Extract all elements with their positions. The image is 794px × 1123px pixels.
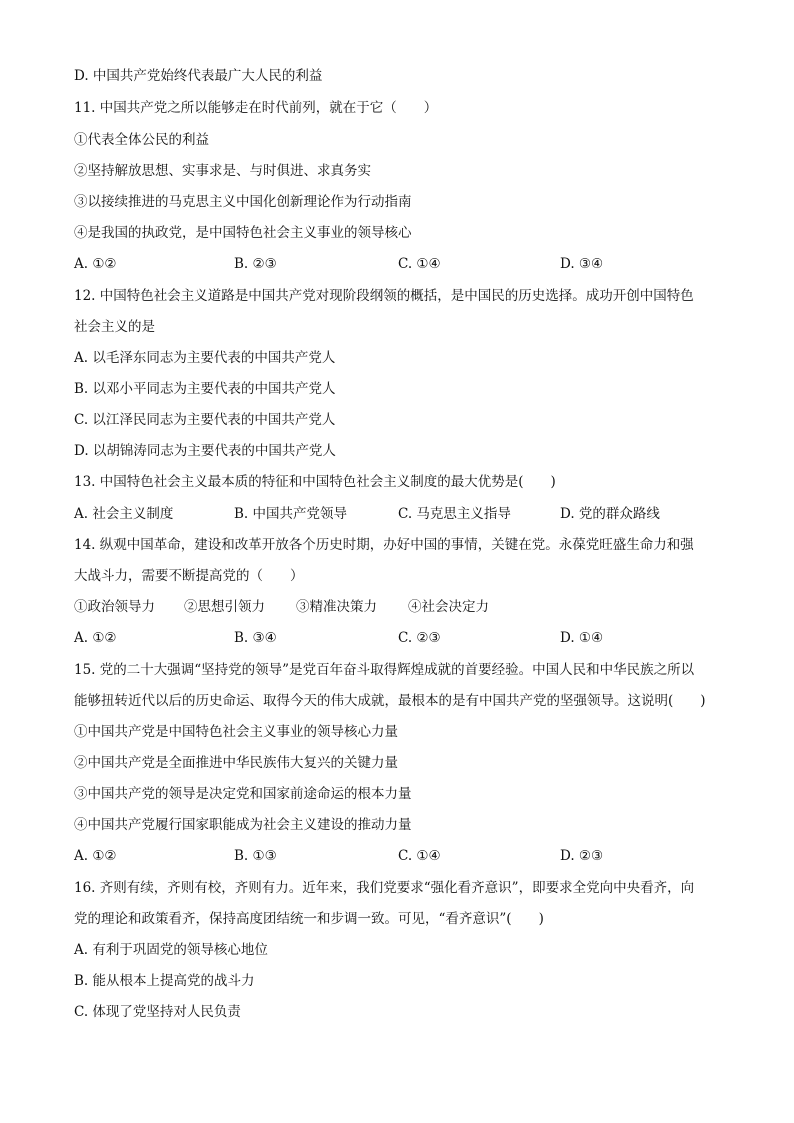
q15-stem-line-2: 能够扭转近代以后的历史命运、取得今天的伟大成就，最根本的是有中国共产党的坚强领导。这说明( ) (74, 693, 706, 709)
q14-stem-line-2: 大战斗力，需要不断提高党的（ ） (74, 568, 304, 584)
q11-option-d: D. ③④ (560, 256, 604, 272)
q15-statement-3: ③中国共产党的领导是决定党和国家前途命运的根本力量 (74, 786, 412, 802)
q15-option-d: D. ②③ (560, 848, 604, 864)
q16-option-a: A. 有利于巩固党的领导核心地位 (74, 942, 268, 958)
q14-option-d: D. ①④ (560, 630, 604, 646)
q14-statement-1: ①政治领导力 (74, 599, 155, 615)
q11-statement-1: ①代表全体公民的利益 (74, 132, 209, 148)
q12-option-a: A. 以毛泽东同志为主要代表的中国共产党人 (74, 350, 336, 366)
q16-stem-line-1: 16. 齐则有续，齐则有校，齐则有力。近年来，我们党要求“强化看齐意识”，即要求全党向中央看齐，向 (74, 880, 695, 896)
q15-statement-4: ④中国共产党履行国家职能成为社会主义建设的推动力量 (74, 817, 412, 833)
q15-option-c: C. ①④ (398, 848, 441, 864)
q14-statement-3: ③精准决策力 (296, 599, 377, 615)
q14-options (74, 629, 734, 647)
q12-option-c: C. 以江泽民同志为主要代表的中国共产党人 (74, 412, 336, 428)
q11-statement-2: ②坚持解放思想、实事求是、与时俱进、求真务实 (74, 163, 371, 179)
q11-options (74, 255, 734, 273)
q14-statement-4: ④社会决定力 (408, 599, 489, 615)
q15-option-a: A. ①② (74, 848, 117, 864)
q16-option-b: B. 能从根本上提高党的战斗力 (74, 973, 255, 989)
q14-stem-line-1: 14. 纵观中国革命，建设和改革开放各个历史时期，办好中国的事情，关键在党。永葆党旺盛生命力和强 (74, 537, 694, 553)
q13-option-c: C. 马克思主义指导 (398, 506, 511, 522)
q12-option-d: D. 以胡锦涛同志为主要代表的中国共产党人 (74, 443, 336, 459)
q13-stem: 13. 中国特色社会主义最本质的特征和中国特色社会主义制度的最大优势是( ) (74, 474, 556, 490)
q13-option-b: B. 中国共产党领导 (234, 506, 348, 522)
q10-option-d: D. 中国共产党始终代表最广大人民的利益 (74, 68, 323, 84)
q11-option-b: B. ②③ (234, 256, 277, 272)
q11-option-c: C. ①④ (398, 256, 441, 272)
q14-option-b: B. ③④ (234, 630, 277, 646)
q11-statement-4: ④是我国的执政党，是中国特色社会主义事业的领导核心 (74, 225, 412, 241)
q15-stem-line-1: 15. 党的二十大强调“坚持党的领导”是党百年奋斗取得辉煌成就的首要经验。中国人民和中华民族之所以 (74, 662, 695, 678)
q14-option-c: C. ②③ (398, 630, 441, 646)
q13-option-a: A. 社会主义制度 (74, 506, 174, 522)
q13-options (74, 505, 734, 523)
q16-option-c: C. 体现了党坚持对人民负责 (74, 1004, 241, 1020)
q12-stem-line-1: 12. 中国特色社会主义道路是中国共产党对现阶段纲领的概括，是中国民的历史选择。成功开创中国特色 (74, 288, 694, 304)
q13-option-d: D. 党的群众路线 (560, 506, 660, 522)
q15-option-b: B. ①③ (234, 848, 277, 864)
q15-statement-2: ②中国共产党是全面推进中华民族伟大复兴的关键力量 (74, 755, 398, 771)
q11-option-a: A. ①② (74, 256, 117, 272)
q14-option-a: A. ①② (74, 630, 117, 646)
q11-stem: 11. 中国共产党之所以能够走在时代前列，就在于它（ ） (74, 100, 438, 116)
q16-stem-line-2: 党的理论和政策看齐，保持高度团结统一和步调一致。可见，“看齐意识”( ) (74, 911, 544, 927)
q12-option-b: B. 以邓小平同志为主要代表的中国共产党人 (74, 381, 336, 397)
q15-options (74, 847, 734, 865)
q11-statement-3: ③以接续推进的马克思主义中国化创新理论作为行动指南 (74, 194, 412, 210)
q12-stem-line-2: 社会主义的是 (74, 319, 155, 335)
q15-statement-1: ①中国共产党是中国特色社会主义事业的领导核心力量 (74, 724, 398, 740)
q14-statement-2: ②思想引领力 (184, 599, 265, 615)
